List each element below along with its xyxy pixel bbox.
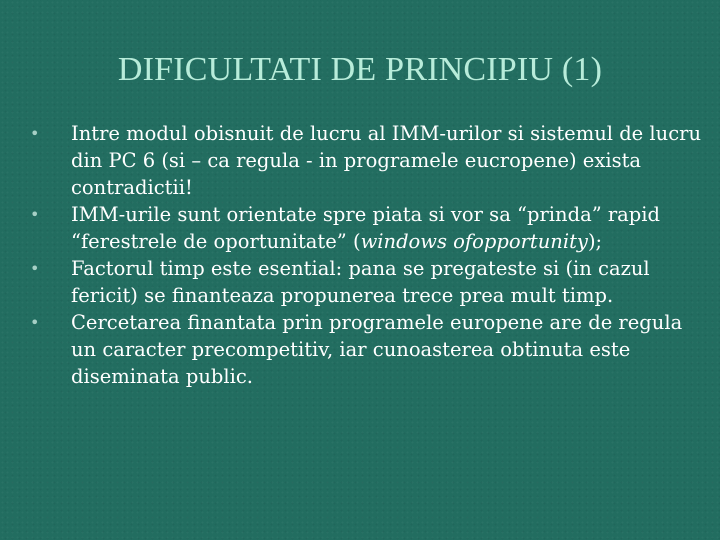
bullet-dot-icon: • <box>30 205 40 224</box>
bullet-text: Cercetarea finantata prin programele europene are de regula un caracter precompetitiv, iar cunoasterea obtinuta este diseminata public. <box>71 311 683 388</box>
bullet-text-before: IMM-urile sunt orientate spre piata si vor sa “prinda” rapid “ferestrele de oportunitate” ( <box>71 203 661 253</box>
bullet-dot-icon: • <box>30 313 40 332</box>
bullet-item-time-factor <box>28 255 708 309</box>
bullet-item-market-orientation <box>28 201 708 255</box>
bullet-text <box>71 201 708 255</box>
bullet-text: Factorul timp este esential: pana se pregateste si (in cazul fericit) se finanteaza propunerea trece prea mult timp. <box>71 257 650 307</box>
bullet-text: Intre modul obisnuit de lucru al IMM-urilor si sistemul de lucru din PC 6 (si – ca regula - in programele eucropene) exista contradictii! <box>71 122 702 199</box>
bullet-dot-icon: • <box>30 124 40 143</box>
bullet-text-after: ); <box>587 230 603 253</box>
bullet-item-contradictions <box>28 120 708 201</box>
bullet-list <box>28 120 708 390</box>
bullet-item-research-dissemination <box>28 309 708 390</box>
bullet-text-italic: windows ofopportunity <box>360 230 588 253</box>
bullet-dot-icon: • <box>30 259 40 278</box>
slide-title: DIFICULTATI DE PRINCIPIU (1) <box>117 51 603 88</box>
